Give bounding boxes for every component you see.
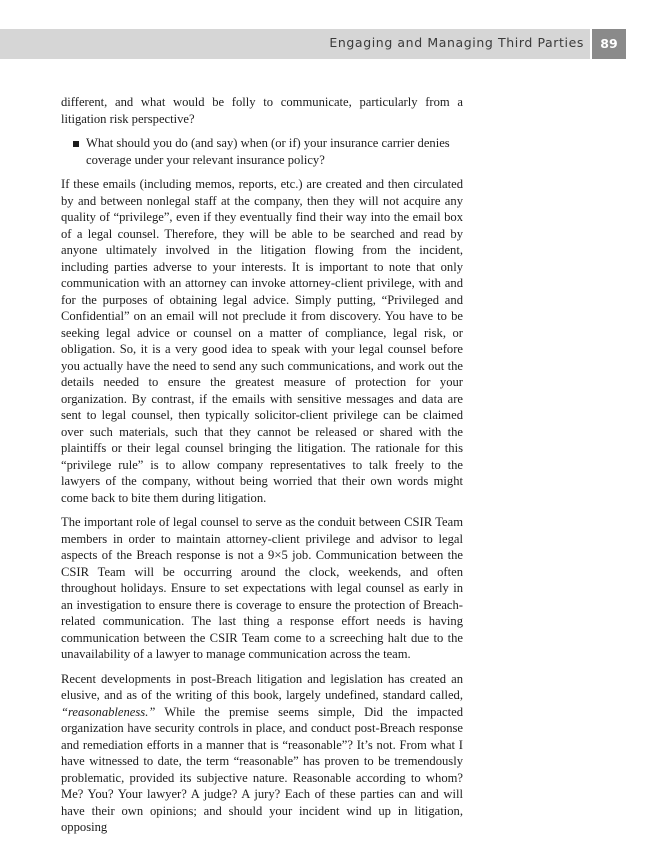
paragraph-legal-counsel: The important role of legal counsel to serve as the conduit between CSIR Team members in order to maintain attorney-client privilege and advisor to legal aspects of the Breach response is not a 9×5 job. Communication between the CSIR Team will be occurring around the clock, weekends, and often throughout holidays. Ensure to set expectations with legal counsel as early in an investigation to ensure there is coverage to ensure the protection of Breach-related communication. The last thing a response effort needs is having communication between the CSIR Team come to a screeching halt due to the unavailability of a lawyer to manage communication across the team. (61, 515, 463, 661)
bullet-list (61, 135, 463, 168)
page-number: 89 (600, 36, 618, 51)
running-title: Engaging and Managing Third Parties (329, 35, 584, 50)
page-body (61, 94, 463, 844)
list-item (61, 135, 463, 168)
list-item-text: What should you do (and say) when (or if) your insurance carrier denies coverage under your relevant insurance policy? (86, 136, 450, 167)
paragraph-privilege: If these emails (including memos, reports, etc.) are created and then circulated by and between nonlegal staff at the company, then they will not acquire any quality of “privilege”, even if they eventually find their way into the email box of a legal counsel. Therefore, they will be able to be searched and read by anyone ultimately involved in the litigation flowing from the incident, including parties adverse to your interests. It is important to note that only communication with an attorney can invoke attorney-client privilege, with and for the purposes of obtaining legal advice. Simply putting, “Privileged and Confidential” on an email will not preclude it from discovery. You have to be seeking legal advice or counsel on a matter of compliance, legal risk, or obligation. So, it is a very good idea to speak with your legal counsel before you actually have the need to send any such communications, and work out the details needed to ensure the greatest measure of protection for your organization. By contrast, if the emails with sensitive messages and data are sent to legal counsel, then typically solicitor-client privilege can be claimed over such materials, such that they cannot be released or shared with the plaintiffs or their legal counsel bringing the litigation. The rationale for this “privilege rule” is to allow company representatives to talk freely to the lawyers of the company, without being worried that their own words might come back to bite them during litigation. (61, 177, 463, 505)
paragraph-text-end: While the premise seems simple, Did the impacted organization have security controls in place, and conduct post-Breach response and remediation efforts in a manner that is “reasonable”? It’s not. From what I have witnessed to date, the term “reasonable” has proven to be tremendously problematic, provided its subjective nature. Reasonable according to whom? Me? You? Your lawyer? A judge? A jury? Each of these parties can and will have their own opinions; and should your incident wind up in litigation, opposing (61, 704, 463, 834)
list-item-continuation: different, and what would be folly to communicate, particularly from a litigation risk perspective? (61, 95, 463, 126)
square-bullet-icon (73, 141, 79, 147)
paragraph-text-start: Recent developments in post-Breach litigation and legislation has created an elusive, and as of the writing of this book, largely undefined, standard called, (61, 671, 463, 702)
italic-term: “reasonableness.” (61, 704, 156, 719)
page-number-box (592, 29, 626, 59)
paragraph-reasonableness (61, 671, 463, 836)
